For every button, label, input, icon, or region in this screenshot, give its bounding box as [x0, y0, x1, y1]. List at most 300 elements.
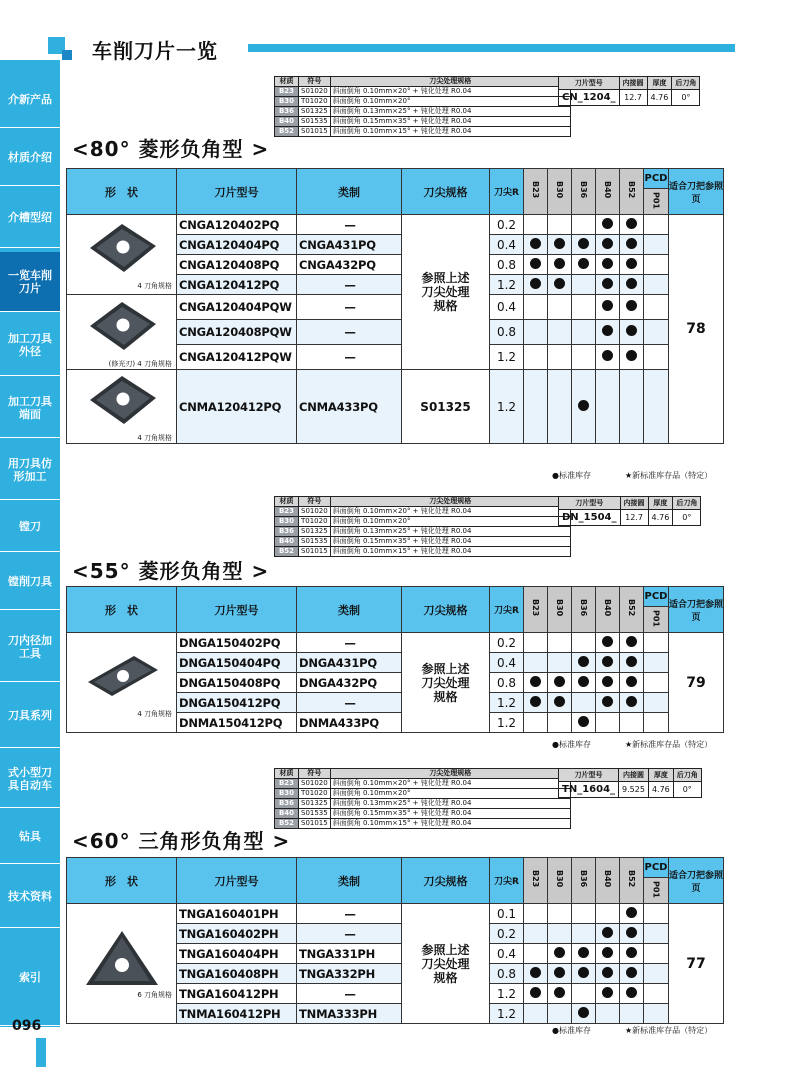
stock-cell-B36: [572, 964, 596, 984]
stock-dot: [578, 238, 589, 249]
spec-desc: 斜面倒角 0.13mm×25° + 钝化处理 R0.04: [330, 527, 570, 537]
stock-cell-B30: [548, 235, 572, 255]
stock-cell-B36: [572, 713, 596, 733]
spec-grade: B36: [275, 107, 299, 117]
nose-radius: 0.4: [490, 295, 524, 320]
insert-model: TNGA160412PH: [177, 984, 297, 1004]
dim-clearance: 0°: [672, 90, 700, 106]
edge-spec: 参照上述刀尖处理规格: [402, 904, 490, 1024]
section-title: <80° 菱形负角型 >: [72, 137, 270, 161]
nose-radius: 0.2: [490, 215, 524, 235]
legend-standard: ●标准库存: [552, 471, 591, 480]
spec-row: [275, 547, 571, 557]
legend: [552, 1025, 712, 1036]
stock-cell-B52: [620, 653, 644, 673]
shape-cell: [67, 295, 177, 370]
spec-desc: 斜面倒角 0.10mm×20°: [330, 97, 570, 107]
spec-row: [275, 527, 571, 537]
stock-cell-B23: [524, 345, 548, 370]
wiper-model: DNGA431PQ: [297, 653, 402, 673]
section-title: <55° 菱形负角型 >: [72, 559, 270, 583]
spec-desc: 斜面倒角 0.10mm×20° + 钝化处理 R0.04: [330, 779, 570, 789]
stock-cell-B52: [620, 984, 644, 1004]
stock-cell-B30: [548, 693, 572, 713]
stock-cell-B40: [596, 653, 620, 673]
header-grade-B30: [548, 858, 572, 904]
stock-cell-B36: [572, 370, 596, 444]
shape-note: 4 刀角规格: [137, 434, 172, 442]
spec-row: [275, 537, 571, 547]
wiper-model: —: [297, 633, 402, 653]
pcd-cell: [644, 904, 669, 924]
stock-dot: [626, 987, 637, 998]
sidebar-item[interactable]: 式小型刀具自动车: [0, 750, 60, 808]
stock-dot: [626, 300, 637, 311]
stock-cell-B23: [524, 370, 548, 444]
holder-page-ref: 77: [669, 904, 724, 1024]
sidebar-item[interactable]: 镗刀: [0, 502, 60, 552]
header-pcd: PCD: [644, 587, 669, 607]
stock-cell-B23: [524, 713, 548, 733]
pcd-grade-label: P01: [651, 191, 661, 209]
header-pcd-grade: [644, 189, 669, 215]
header-wiper: 类制: [297, 587, 402, 633]
pcd-cell: [644, 713, 669, 733]
pcd-cell: [644, 255, 669, 275]
shape-note: (修光刃) 4 刀角规格: [108, 359, 172, 368]
header-grade-B23: [524, 169, 548, 215]
pcd-cell: [644, 964, 669, 984]
header-pcd: PCD: [644, 858, 669, 878]
wiper-model: —: [297, 295, 402, 320]
grade-label: B36: [579, 870, 588, 888]
spec-code: S01535: [299, 117, 331, 127]
pcd-grade-label: P01: [651, 609, 661, 627]
legend: [552, 739, 712, 750]
stock-cell-B30: [548, 713, 572, 733]
spec-code: S01535: [299, 809, 331, 819]
spec-code: S01020: [299, 779, 331, 789]
stock-cell-B40: [596, 320, 620, 345]
shape-note: 4 刀角规格: [137, 710, 172, 718]
legend-new: ★新标准库存品（特定）: [624, 740, 713, 749]
stock-dot: [530, 258, 541, 269]
pcd-cell: [644, 1004, 669, 1024]
spec-grade: B40: [275, 537, 299, 547]
dim-ic: 12.7: [620, 510, 648, 526]
shape-cell: [67, 215, 177, 295]
dim-model: CN_1204_: [559, 90, 620, 106]
header-grade-B52: [620, 169, 644, 215]
stock-cell-B36: [572, 984, 596, 1004]
grade-label: B52: [627, 599, 636, 617]
dim-clearance: 0°: [673, 510, 701, 526]
nose-radius: 1.2: [490, 345, 524, 370]
stock-dot: [602, 278, 613, 289]
header-spec: 刀尖规格: [402, 169, 490, 215]
stock-dot: [602, 967, 613, 978]
nose-radius: 0.8: [490, 673, 524, 693]
header-pcd: PCD: [644, 169, 669, 189]
insert-row: [67, 370, 724, 444]
stock-dot: [554, 676, 565, 687]
insert-model: CNMA120412PQ: [177, 370, 297, 444]
stock-dot: [626, 967, 637, 978]
sidebar-item[interactable]: 一览车削刀片: [0, 252, 60, 312]
spec-code: S01020: [299, 87, 331, 97]
spec-header: 刀尖处理规格: [330, 497, 570, 507]
spec-desc: 斜面倒角 0.15mm×35° + 钝化处理 R0.04: [330, 537, 570, 547]
dim-thickness: 4.76: [648, 782, 673, 798]
nose-radius: 1.2: [490, 370, 524, 444]
spec-code: S01015: [299, 547, 331, 557]
stock-dot: [602, 947, 613, 958]
stock-cell-B23: [524, 673, 548, 693]
insert-model: TNGA160408PH: [177, 964, 297, 984]
pcd-cell: [644, 693, 669, 713]
nose-radius: 1.2: [490, 275, 524, 295]
stock-cell-B23: [524, 275, 548, 295]
spec-desc: 斜面倒角 0.10mm×20°: [330, 517, 570, 527]
stock-dot: [530, 987, 541, 998]
stock-cell-B36: [572, 924, 596, 944]
header-grade-B23: [524, 587, 548, 633]
shape-note: 6 刀角规格: [137, 991, 172, 999]
section-title: <60° 三角形负角型 >: [72, 829, 291, 853]
wiper-model: CNMA433PQ: [297, 370, 402, 444]
wiper-model: —: [297, 345, 402, 370]
stock-cell-B52: [620, 924, 644, 944]
wiper-model: —: [297, 984, 402, 1004]
header-grade-B36: [572, 169, 596, 215]
page-number: 096: [12, 1018, 42, 1034]
stock-cell-B52: [620, 673, 644, 693]
insert-row: [67, 215, 724, 235]
sidebar-item[interactable]: 加工刀具端面: [0, 378, 60, 438]
title-bar: [248, 44, 735, 52]
stock-dot: [554, 696, 565, 707]
insert-model: TNGA160401PH: [177, 904, 297, 924]
insert-model: DNMA150412PQ: [177, 713, 297, 733]
stock-dot: [578, 947, 589, 958]
pcd-cell: [644, 673, 669, 693]
sidebar-item[interactable]: 加工刀具外径: [0, 314, 60, 376]
spec-grade: B40: [275, 809, 299, 819]
edge-spec-table: [274, 768, 571, 829]
stock-cell-B30: [548, 673, 572, 693]
stock-cell-B40: [596, 275, 620, 295]
edge-spec: S01325: [402, 370, 490, 444]
spec-grade: B36: [275, 799, 299, 809]
stock-dot: [554, 967, 565, 978]
stock-cell-B40: [596, 215, 620, 235]
stock-cell-B52: [620, 345, 644, 370]
spec-row: [275, 789, 571, 799]
spec-desc: 斜面倒角 0.10mm×15° + 钝化处理 R0.04: [330, 547, 570, 557]
header-shape: 形 状: [67, 858, 177, 904]
insert-table: [66, 168, 724, 444]
stock-dot: [626, 278, 637, 289]
spec-desc: 斜面倒角 0.10mm×20° + 钝化处理 R0.04: [330, 87, 570, 97]
sidebar-bottom-bar: [36, 1038, 46, 1067]
spec-desc: 斜面倒角 0.10mm×20°: [330, 789, 570, 799]
pcd-cell: [644, 653, 669, 673]
legend-new: ★新标准库存品（特定）: [624, 471, 713, 480]
spec-code: S01325: [299, 107, 331, 117]
stock-cell-B30: [548, 944, 572, 964]
sidebar-item[interactable]: 技术资料: [0, 866, 60, 928]
stock-cell-B52: [620, 633, 644, 653]
insert-model: CNGA120412PQ: [177, 275, 297, 295]
insert-model: TNGA160404PH: [177, 944, 297, 964]
insert-dimension-table: [558, 76, 700, 106]
title-square-small-icon: [62, 50, 72, 60]
stock-cell-B36: [572, 295, 596, 320]
shape-cell: [67, 370, 177, 444]
grade-label: B40: [603, 870, 612, 888]
wiper-model: TNMA333PH: [297, 1004, 402, 1024]
stock-dot: [626, 696, 637, 707]
header-grade-B30: [548, 169, 572, 215]
stock-cell-B36: [572, 275, 596, 295]
dim-thickness: 4.76: [648, 510, 673, 526]
stock-dot: [578, 400, 589, 411]
pcd-cell: [644, 275, 669, 295]
sidebar-item[interactable]: 刀具系列: [0, 684, 60, 748]
stock-cell-B23: [524, 693, 548, 713]
stock-dot: [578, 258, 589, 269]
stock-dot: [626, 238, 637, 249]
spec-grade: B40: [275, 117, 299, 127]
stock-cell-B52: [620, 944, 644, 964]
legend: [552, 470, 712, 481]
spec-grade: B52: [275, 819, 299, 829]
spec-grade: B23: [275, 87, 299, 97]
wiper-model: —: [297, 215, 402, 235]
sidebar-item[interactable]: 刀内径加工具: [0, 612, 60, 682]
header-grade-B52: [620, 858, 644, 904]
stock-dot: [602, 300, 613, 311]
pcd-cell: [644, 235, 669, 255]
sidebar-item[interactable]: 用刀具仿形加工: [0, 440, 60, 500]
stock-cell-B40: [596, 984, 620, 1004]
header-grade-B30: [548, 587, 572, 633]
sidebar-item[interactable]: 介新产品: [0, 72, 60, 128]
stock-cell-B36: [572, 215, 596, 235]
stock-dot: [530, 967, 541, 978]
rhombic-insert-icon: [67, 218, 176, 281]
spec-header: 刀尖处理规格: [330, 769, 570, 779]
stock-cell-B36: [572, 653, 596, 673]
stock-dot: [530, 238, 541, 249]
spec-row: [275, 779, 571, 789]
wiper-model: —: [297, 904, 402, 924]
stock-dot: [626, 350, 637, 361]
stock-cell-B40: [596, 924, 620, 944]
sidebar-item[interactable]: 介槽型绍: [0, 188, 60, 248]
rhombic-insert-icon: [67, 296, 176, 359]
spec-code: S01325: [299, 527, 331, 537]
dim-header: 厚度: [648, 497, 673, 510]
page-title: 车削刀片一览: [92, 39, 218, 63]
sidebar-item[interactable]: 钻具: [0, 810, 60, 864]
stock-cell-B30: [548, 215, 572, 235]
sidebar-item[interactable]: 索引: [0, 930, 60, 1026]
stock-cell-B40: [596, 673, 620, 693]
pcd-cell: [644, 924, 669, 944]
insert-model: CNGA120408PQW: [177, 320, 297, 345]
stock-dot: [626, 676, 637, 687]
spec-grade: B23: [275, 779, 299, 789]
insert-model: CNGA120412PQW: [177, 345, 297, 370]
stock-cell-B23: [524, 1004, 548, 1024]
spec-header: 符号: [299, 497, 331, 507]
grade-label: B52: [627, 181, 636, 199]
sidebar-item[interactable]: 镗削刀具: [0, 554, 60, 610]
stock-cell-B52: [620, 215, 644, 235]
grade-label: B23: [531, 181, 540, 199]
nose-radius: 1.2: [490, 693, 524, 713]
header-grade-B36: [572, 587, 596, 633]
insert-model: DNGA150402PQ: [177, 633, 297, 653]
stock-dot: [530, 676, 541, 687]
spec-code: T01020: [299, 517, 331, 527]
legend-standard: ●标准库存: [552, 740, 591, 749]
stock-cell-B36: [572, 1004, 596, 1024]
dim-header: 内接圆: [619, 769, 649, 782]
spec-row: [275, 809, 571, 819]
wiper-model: CNGA432PQ: [297, 255, 402, 275]
wiper-model: TNGA332PH: [297, 964, 402, 984]
header-wiper: 类制: [297, 858, 402, 904]
spec-grade: B23: [275, 507, 299, 517]
sidebar: [0, 60, 60, 1027]
wiper-model: —: [297, 924, 402, 944]
triangle-insert-icon: [67, 927, 176, 990]
stock-cell-B52: [620, 275, 644, 295]
dim-header: 厚度: [647, 77, 672, 90]
insert-table: [66, 857, 724, 1024]
stock-dot: [602, 258, 613, 269]
stock-dot: [530, 696, 541, 707]
insert-dimension-table: [558, 768, 702, 798]
stock-cell-B40: [596, 370, 620, 444]
stock-cell-B40: [596, 964, 620, 984]
stock-dot: [554, 987, 565, 998]
dim-clearance: 0°: [673, 782, 701, 798]
stock-cell-B36: [572, 904, 596, 924]
stock-dot: [554, 947, 565, 958]
pcd-cell: [644, 295, 669, 320]
wiper-model: —: [297, 320, 402, 345]
nose-radius: 1.2: [490, 1004, 524, 1024]
spec-row: [275, 97, 571, 107]
stock-cell-B36: [572, 673, 596, 693]
nose-radius: 0.8: [490, 320, 524, 345]
stock-dot: [602, 238, 613, 249]
stock-cell-B52: [620, 1004, 644, 1024]
header-shape: 形 状: [67, 169, 177, 215]
wiper-model: CNGA431PQ: [297, 235, 402, 255]
holder-page-ref: 79: [669, 633, 724, 733]
stock-cell-B30: [548, 275, 572, 295]
stock-cell-B52: [620, 320, 644, 345]
stock-cell-B30: [548, 984, 572, 1004]
header-grade-B52: [620, 587, 644, 633]
spec-code: S01020: [299, 507, 331, 517]
spec-row: [275, 127, 571, 137]
dim-header: 内接圆: [619, 77, 647, 90]
grade-label: B23: [531, 870, 540, 888]
grade-label: B30: [555, 870, 564, 888]
dim-header: 厚度: [648, 769, 673, 782]
spec-desc: 斜面倒角 0.15mm×35° + 钝化处理 R0.04: [330, 809, 570, 819]
stock-cell-B52: [620, 964, 644, 984]
shape-cell: [67, 904, 177, 1024]
stock-dot: [554, 238, 565, 249]
stock-cell-B40: [596, 693, 620, 713]
spec-row: [275, 819, 571, 829]
nose-radius: 0.4: [490, 944, 524, 964]
nose-radius: 0.4: [490, 653, 524, 673]
stock-cell-B30: [548, 255, 572, 275]
stock-cell-B52: [620, 255, 644, 275]
insert-table: [66, 586, 724, 733]
dim-header: 后刀角: [672, 77, 700, 90]
stock-cell-B52: [620, 904, 644, 924]
header-grade-B40: [596, 587, 620, 633]
stock-cell-B52: [620, 713, 644, 733]
stock-cell-B36: [572, 944, 596, 964]
stock-cell-B30: [548, 653, 572, 673]
spec-row: [275, 107, 571, 117]
dim-header: 刀片型号: [559, 497, 621, 510]
stock-cell-B40: [596, 255, 620, 275]
insert-model: TNMA160412PH: [177, 1004, 297, 1024]
header-model: 刀片型号: [177, 858, 297, 904]
stock-dot: [578, 716, 589, 727]
stock-cell-B30: [548, 345, 572, 370]
insert-row: [67, 904, 724, 924]
stock-cell-B23: [524, 904, 548, 924]
spec-row: [275, 117, 571, 127]
pcd-cell: [644, 215, 669, 235]
sidebar-item[interactable]: 材质介绍: [0, 130, 60, 186]
wiper-model: DNGA432PQ: [297, 673, 402, 693]
spec-row: [275, 799, 571, 809]
spec-grade: B52: [275, 547, 299, 557]
spec-row: [275, 507, 571, 517]
legend-new: ★新标准库存品（特定）: [624, 1026, 713, 1035]
stock-dot: [626, 636, 637, 647]
grade-label: B30: [555, 599, 564, 617]
stock-cell-B23: [524, 215, 548, 235]
edge-spec: 参照上述刀尖处理规格: [402, 633, 490, 733]
insert-dimension-table: [558, 496, 701, 526]
stock-dot: [626, 947, 637, 958]
spec-row: [275, 87, 571, 97]
grade-label: B36: [579, 181, 588, 199]
stock-cell-B40: [596, 1004, 620, 1024]
stock-dot: [602, 218, 613, 229]
dim-model: TN_1604_: [559, 782, 619, 798]
stock-cell-B30: [548, 633, 572, 653]
nose-radius: 0.8: [490, 255, 524, 275]
spec-header: 符号: [299, 769, 331, 779]
pcd-cell: [644, 633, 669, 653]
insert-model: DNGA150404PQ: [177, 653, 297, 673]
insert-row: [67, 295, 724, 320]
